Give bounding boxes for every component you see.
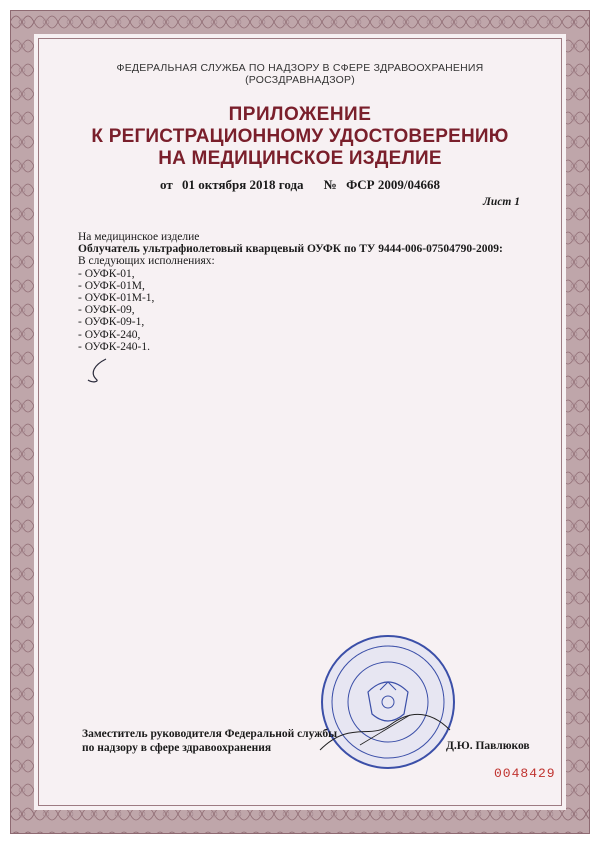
- list-item: - ОУФК-01М,: [78, 279, 145, 292]
- intro-text: На медицинское изделие: [78, 231, 200, 243]
- signatory-name: Д.Ю. Павлюков: [446, 740, 530, 752]
- device-name: Облучатель ультрафиолетовый кварцевый ОУФК по ТУ 9444-006-07504790-2009:: [78, 243, 503, 256]
- list-item: - ОУФК-09,: [78, 304, 135, 317]
- date-prefix: от: [160, 177, 173, 192]
- initials-mark-icon: [86, 355, 116, 385]
- registration-line: [60, 177, 540, 193]
- serial-number: 0048429: [494, 766, 556, 781]
- position-line-2: по надзору в сфере здравоохранения: [82, 742, 272, 754]
- agency-abbreviation: (РОСЗДРАВНАДЗОР): [245, 74, 355, 86]
- signatory-position: [82, 727, 337, 755]
- sheet-number: Лист 1: [483, 196, 520, 208]
- document-subtitle-1: К РЕГИСТРАЦИОННОМУ УДОСТОВЕРЕНИЮ: [91, 126, 509, 147]
- list-item: - ОУФК-240,: [78, 328, 141, 341]
- position-line-1: Заместитель руководителя Федеральной службы: [82, 728, 338, 740]
- list-item: - ОУФК-09-1,: [78, 316, 145, 329]
- registration-number: ФСР 2009/04668: [346, 177, 440, 192]
- document-subtitle-2: НА МЕДИЦИНСКОЕ ИЗДЕЛИЕ: [158, 148, 442, 169]
- document-body: [78, 231, 503, 353]
- registration-date: 01 октября 2018 года: [181, 177, 304, 192]
- variants-label: В следующих исполнениях:: [78, 255, 215, 268]
- list-item: - ОУФК-01М-1,: [78, 292, 155, 305]
- number-sign: №: [323, 177, 337, 192]
- list-item: - ОУФК-240-1.: [78, 340, 150, 353]
- document-title: ПРИЛОЖЕНИЕ: [228, 104, 372, 125]
- agency-name: ФЕДЕРАЛЬНАЯ СЛУЖБА ПО НАДЗОРУ В СФЕРЕ ЗДРАВООХРАНЕНИЯ: [116, 62, 484, 74]
- list-item: - ОУФК-01,: [78, 267, 135, 280]
